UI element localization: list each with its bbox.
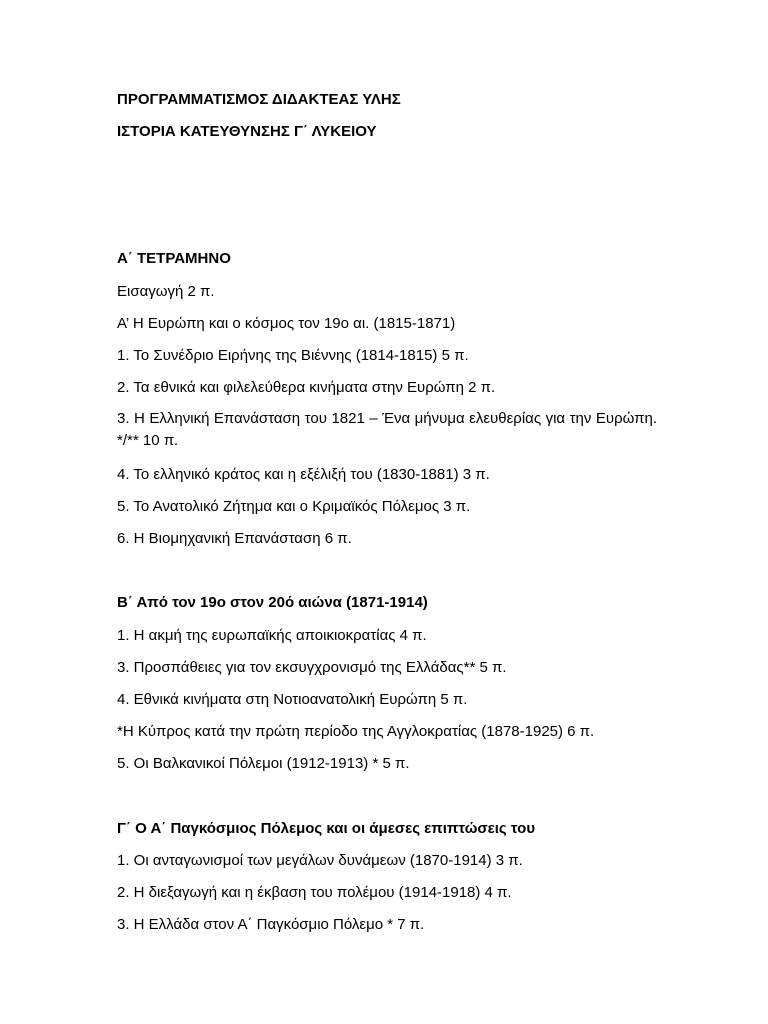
section-heading-c: Γ΄ Ο Α΄ Παγκόσμιος Πόλεμος και οι άμεσες επιπτώσεις του [117, 820, 536, 837]
list-item: Α’ Η Ευρώπη και ο κόσμος τον 19ο αι. (1815-1871) [117, 315, 456, 332]
list-item: 2. Η διεξαγωγή και η έκβαση του πολέμου (1914-1918) 4 π. [117, 884, 512, 901]
list-item: 2. Τα εθνικά και φιλελεύθερα κινήματα στην Ευρώπη 2 π. [117, 379, 496, 396]
list-item: 1. Το Συνέδριο Ειρήνης της Βιέννης (1814-1815) 5 π. [117, 347, 469, 364]
document-subtitle: ΙΣΤΟΡΙΑ ΚΑΤΕΥΘΥΝΣΗΣ Γ΄ ΛΥΚΕΙΟΥ [117, 123, 377, 140]
list-item: *Η Κύπρος κατά την πρώτη περίοδο της Αγγλοκρατίας (1878-1925) 6 π. [117, 723, 595, 740]
section-heading-a: Α΄ ΤΕΤΡΑΜΗΝΟ [117, 250, 231, 267]
section-heading-b: Β΄ Από τον 19ο στον 20ό αιώνα (1871-1914) [117, 594, 428, 611]
list-item: 1. Η ακμή της ευρωπαϊκής αποικιοκρατίας 4 π. [117, 627, 427, 644]
document-title: ΠΡΟΓΡΑΜΜΑΤΙΣΜΟΣ ΔΙΔΑΚΤΕΑΣ ΥΛΗΣ [117, 91, 401, 108]
list-item: 6. Η Βιομηχανική Επανάσταση 6 π. [117, 530, 352, 547]
list-item: 5. Οι Βαλκανικοί Πόλεμοι (1912-1913) * 5 π. [117, 755, 410, 772]
list-item: Εισαγωγή 2 π. [117, 283, 215, 300]
list-item: 1. Οι ανταγωνισμοί των μεγάλων δυνάμεων (1870-1914) 3 π. [117, 852, 523, 869]
list-item: 4. Εθνικά κινήματα στη Νοτιοανατολική Ευρώπη 5 π. [117, 691, 468, 708]
list-item: 5. Το Ανατολικό Ζήτημα και ο Κριμαϊκός Πόλεμος 3 π. [117, 498, 471, 515]
list-item: 3. Προσπάθειες για τον εκσυγχρονισμό της Ελλάδας** 5 π. [117, 659, 507, 676]
list-item: 3. Η Ελληνική Επανάσταση του 1821 – Ένα μήνυμα ελευθερίας για την Ευρώπη. */** 10 π. [117, 410, 657, 449]
list-item: 3. Η Ελλάδα στον Α΄ Παγκόσμιο Πόλεμο * 7 π. [117, 916, 425, 933]
list-item: 4. Το ελληνικό κράτος και η εξέλιξή του (1830-1881) 3 π. [117, 466, 490, 483]
